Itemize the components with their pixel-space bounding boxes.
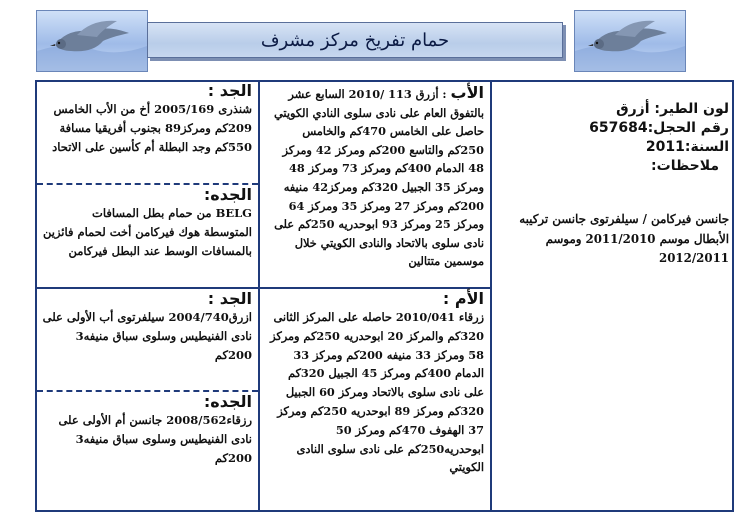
mother-text: زرقاء 2010/041 حاصله على المركز الثانى 320كم والمركز 20 ابوحدريه 250كم ومركز 58 ومركز 33 منيفه 200كم ومركز 33 الدمام 400كم ومركز 45 الجبيل 320كم على نادى سلوى بالاتحاد ومركز 60 الجبيل 320كم ومركز 89 ابوحدريه 250كم ومركز 37 الهفوف 470كم ومركز 50 ابوحدريه250كم على نادى سلوى النادى الكويتي	[270, 310, 484, 475]
divider-vertical-2	[490, 82, 492, 510]
father-text: : أزرق 113 /2010 السابع عشر بالتفوق العام على نادى سلوى النادي الكويتي حاصل على الخامس 470كم والخامس 250كم والتاسع 200كم ومركز 42 ومركز 48 الدمام 400كم ومركز 73 ومركز 48 ومركز 35 الجبيل 320كم ومركز42 منيفه 200كم ومركز 27 ومركز 35 ومركز 64 ومركز 25 ومركز 93 ابوحدريه 250كم على نادى سلوى بالاتحاد والنادى الكويتي خلال موسمين متتالين	[274, 87, 484, 269]
gf-father-text: شنذرى 2005/169 أخ من الأب الخامس 209كم ومركز89 بجنوب أفريقيا مسافة 550كم وجد البطلة أم كأسين على الاتحاد	[52, 102, 252, 154]
bird-color: لون الطير: أزرق	[616, 101, 729, 117]
pigeon-logo-icon	[36, 10, 148, 72]
gm-father-heading: الجده:	[203, 185, 252, 204]
page-title: حمام تفريخ مركز مشرف	[260, 29, 450, 51]
bird-notes: جانسن فيركامن / سيلفرتوى جانسن تركيبه الأبطال موسم 2011/2010 وموسم 2012/2011	[519, 212, 729, 265]
grandfather-paternal	[39, 82, 256, 182]
father-heading: الأب	[450, 83, 484, 102]
pigeon-logo-icon	[574, 10, 686, 72]
gm-mother-heading: الجده:	[203, 392, 252, 411]
divider-vertical-1	[258, 82, 260, 510]
gf-father-heading: الجد :	[207, 81, 252, 100]
bird-info	[495, 100, 729, 500]
gm-father-text: BELG من حمام بطل المسافات المتوسطة هوك فيركامن أخت لحمام فائزين بالمسافات الوسط عند البطل فيركامن	[43, 206, 252, 258]
grandfather-maternal	[39, 290, 256, 390]
bird-notes-label: ملاحظات:	[651, 158, 719, 174]
gf-mother-heading: الجد :	[207, 289, 252, 308]
gm-mother-text: رزقاء2008/562 جانسن أم الأولى على نادى الفنيطيس وسلوى سباق منيفه3 200كم	[58, 413, 252, 465]
gf-mother-text: ازرق2004/740 سيلفرتوى أب الأولى على نادى الفنيطيس وسلوى سباق منيفه3 200كم	[42, 310, 252, 362]
mother-heading: الأم :	[442, 289, 484, 308]
pedigree-frame	[35, 80, 734, 512]
bird-year: السنة:2011	[645, 139, 729, 155]
father-section	[263, 82, 487, 286]
grandmother-maternal	[39, 393, 256, 508]
header-title-box	[147, 22, 563, 58]
mother-section	[263, 290, 487, 510]
grandmother-paternal	[39, 186, 256, 286]
bird-ring-number: رقم الحجل:657684	[589, 120, 729, 136]
